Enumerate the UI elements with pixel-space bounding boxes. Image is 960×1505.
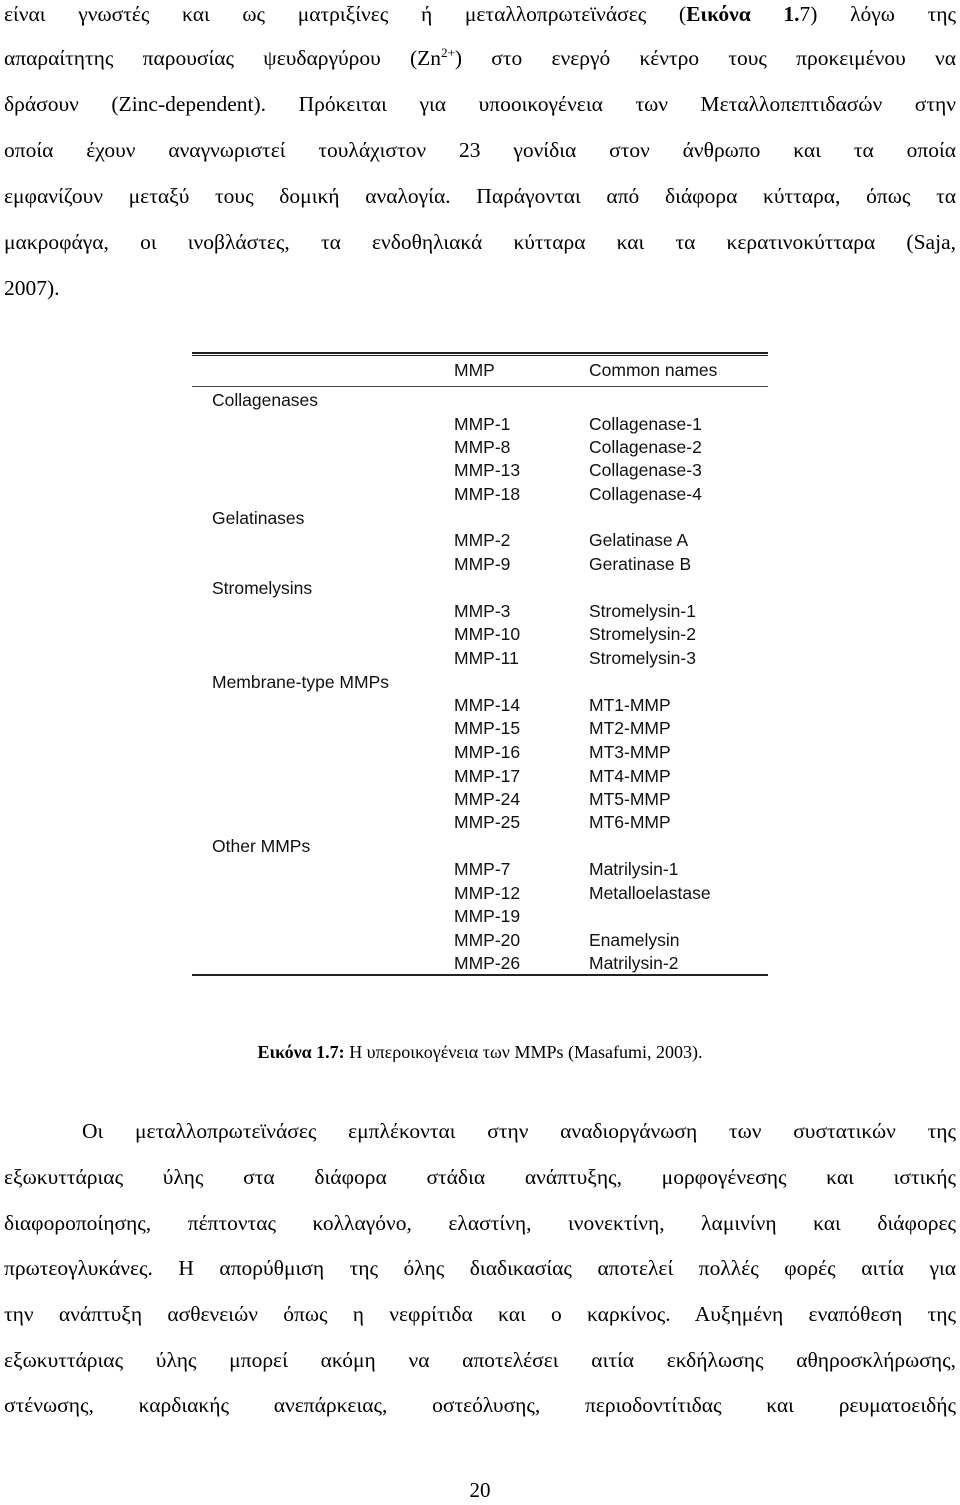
table-top-rule bbox=[192, 352, 768, 354]
table-row-mmp: MMP-12 bbox=[454, 883, 521, 903]
table-row-mmp: MMP-20 bbox=[454, 930, 521, 950]
paragraph-line: δράσουν (Zinc-dependent). Πρόκειται για υποοικογένεια των Μεταλλοπεπτιδασών στην bbox=[4, 92, 956, 116]
table-row-mmp: MMP-8 bbox=[454, 437, 511, 457]
paragraph-line: μακροφάγα, οι ινοβλάστες, τα ενδοθηλιακά κύτταρα και τα κερατινοκύτταρα (Saja, bbox=[4, 230, 956, 254]
figure-reference: Εικόνα 1. bbox=[686, 2, 800, 26]
table-row-name: Collagenase-3 bbox=[589, 460, 702, 480]
paragraph-line: απαραίτητης παρουσίας ψευδαργύρου $(Zn^{2+})$ στο ενεργό κέντρο τους προκειμένου να bbox=[4, 44, 956, 70]
table-row-mmp: MMP-11 bbox=[454, 648, 519, 668]
table-row-mmp: MMP-13 bbox=[454, 460, 521, 480]
table-row-mmp: MMP-25 bbox=[454, 812, 521, 832]
table-row-name: Matrilysin-2 bbox=[589, 953, 679, 973]
table-row-name: Stromelysin-3 bbox=[589, 648, 696, 668]
mmp-family-table bbox=[192, 340, 768, 980]
table-row-name: Geratinase B bbox=[589, 554, 692, 574]
table-row-name: Collagenase-2 bbox=[589, 437, 702, 457]
table-row-mmp: MMP-3 bbox=[454, 601, 511, 621]
table-row-mmp: MMP-9 bbox=[454, 554, 511, 574]
table-row-name: Matrilysin-1 bbox=[589, 859, 679, 879]
group-label: Collagenases bbox=[212, 390, 319, 410]
table-row-name: MT2-MMP bbox=[589, 718, 671, 738]
group-label: Membrane-type MMPs bbox=[212, 672, 389, 692]
paragraph-line: Οι μεταλλοπρωτεϊνάσες εμπλέκονται στην αναδιοργάνωση των συστατικών της bbox=[82, 1119, 956, 1143]
table-row-mmp: MMP-14 bbox=[454, 695, 521, 715]
table-row-name: MT6-MMP bbox=[589, 812, 671, 832]
group-label: Stromelysins bbox=[212, 578, 313, 598]
paragraph-line: εξωκυττάριας ύλης μπορεί ακόμη να αποτελέσει αιτία εκδήλωσης αθηροσκλήρωσης, bbox=[4, 1348, 956, 1372]
table-row-name: MT4-MMP bbox=[589, 766, 671, 786]
table-row-mmp: MMP-17 bbox=[454, 766, 521, 786]
caption-text: Η υπεροικογένεια των MMPs (Masafumi, 2003). bbox=[344, 1042, 703, 1062]
table-row-mmp: MMP-16 bbox=[454, 742, 521, 762]
table-row-mmp: MMP-15 bbox=[454, 718, 521, 738]
table-row-name: Gelatinase A bbox=[589, 530, 689, 550]
table-bottom-rule bbox=[192, 974, 768, 976]
table-row-mmp: MMP-26 bbox=[454, 953, 521, 973]
table-row-mmp: MMP-2 bbox=[454, 530, 511, 550]
figure-caption bbox=[0, 1042, 960, 1063]
table-row-mmp: MMP-1 bbox=[454, 414, 511, 434]
table-row-name: Collagenase-1 bbox=[589, 414, 702, 434]
paragraph-line: την ανάπτυξη ασθενειών όπως η νεφρίτιδα και ο καρκίνος. Αυξημένη εναπόθεση της bbox=[4, 1302, 956, 1326]
paragraph-line: 2007). bbox=[4, 276, 60, 300]
paragraph-line: οποία έχουν αναγνωριστεί τουλάχιστον 23 γονίδια στον άνθρωπο και τα οποία bbox=[4, 138, 956, 162]
table-row-name: MT5-MMP bbox=[589, 789, 671, 809]
table-row-name: MT3-MMP bbox=[589, 742, 671, 762]
paragraph-line: διαφοροποίησης, πέπτοντας κολλαγόνο, ελαστίνη, ινονεκτίνη, λαμινίνη και διάφορες bbox=[4, 1211, 956, 1235]
paragraph-line: εμφανίζουν μεταξύ τους δομική αναλογία. Παράγονται από διάφορα κύτταρα, όπως τα bbox=[4, 184, 956, 208]
page-number: 20 bbox=[469, 1478, 491, 1502]
table-row-name: Metalloelastase bbox=[589, 883, 711, 903]
table-row-mmp: MMP-19 bbox=[454, 906, 521, 926]
group-label: Gelatinases bbox=[212, 508, 305, 528]
table-row-name: Stromelysin-1 bbox=[589, 601, 696, 621]
table-row-name: Enamelysin bbox=[589, 930, 680, 950]
paragraph-line: πρωτεογλυκάνες. Η απορύθμιση της όλης διαδικασίας αποτελεί πολλές φορές αιτία για bbox=[4, 1256, 956, 1280]
table-top-rule-2 bbox=[192, 355, 768, 356]
table-row-mmp: MMP-10 bbox=[454, 624, 521, 644]
table-row-name: MT1-MMP bbox=[589, 695, 671, 715]
superscript: 2+ bbox=[441, 44, 455, 60]
table-row-mmp: MMP-24 bbox=[454, 789, 521, 809]
caption-label: Εικόνα 1.7: bbox=[257, 1042, 345, 1062]
paragraph-line: εξωκυττάριας ύλης στα διάφορα στάδια ανάπτυξης, μορφογένεσης και ιστικής bbox=[4, 1165, 956, 1189]
table-header-rule bbox=[192, 386, 768, 387]
column-header-common-names: Common names bbox=[589, 360, 718, 380]
table-row-mmp: MMP-18 bbox=[454, 484, 521, 504]
column-header-mmp: MMP bbox=[454, 360, 495, 380]
table-row-name: Stromelysin-2 bbox=[589, 624, 696, 644]
table-row-name: Collagenase-4 bbox=[589, 484, 702, 504]
group-label: Other MMPs bbox=[212, 836, 311, 856]
paragraph-line: είναι γνωστές και ως ματριξίνες ή μεταλλοπρωτεϊνάσες (Εικόνα 1.7) λόγω της bbox=[4, 2, 956, 26]
table-row-mmp: MMP-7 bbox=[454, 859, 511, 879]
paragraph-line: στένωσης, καρδιακής ανεπάρκειας, οστεόλυσης, περιοδοντίτιδας και ρευματοειδής bbox=[4, 1393, 956, 1417]
